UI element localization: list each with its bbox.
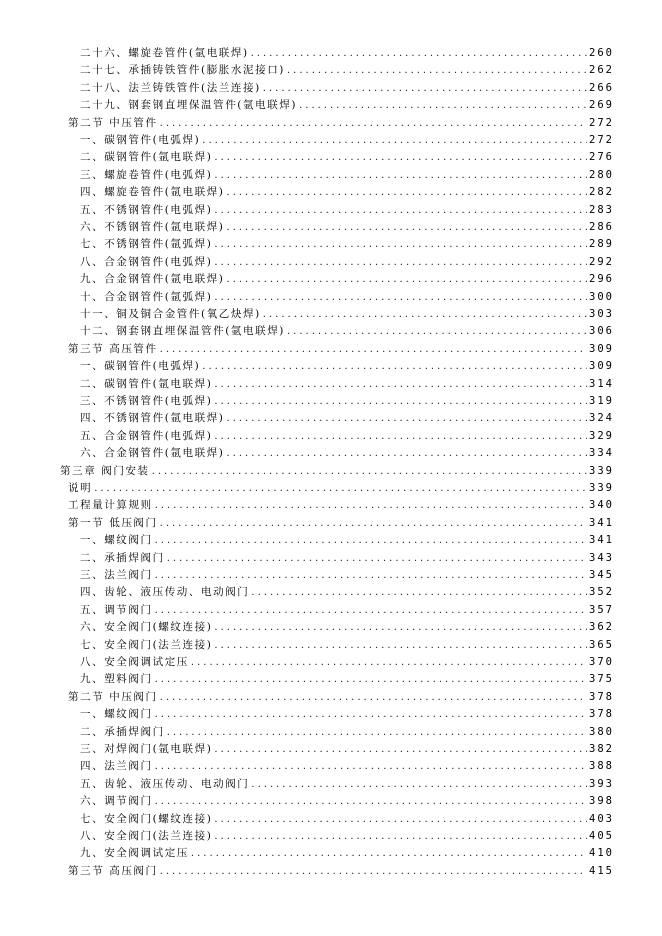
toc-entry-label: 二、碳钢管件(氩电联焊) — [80, 377, 213, 390]
toc-entry-label: 五、不锈钢管件(电弧焊) — [80, 203, 213, 216]
toc-entry-label: 五、齿轮、液压传动、电动阀门 — [80, 777, 250, 790]
toc-entry — [68, 690, 614, 704]
toc-entry — [80, 551, 614, 565]
toc-entry — [80, 290, 614, 304]
toc-entry-page-number: 329 — [589, 429, 614, 442]
dot-leader — [299, 99, 587, 113]
toc-entry-page-number: 282 — [589, 186, 614, 199]
toc-entry — [80, 81, 614, 95]
toc-entry-label: 六、安全阀门(螺纹连接) — [80, 621, 213, 634]
toc-entry — [80, 672, 614, 686]
toc-entry — [80, 394, 614, 408]
toc-entry-label: 四、齿轮、液压传动、电动阀门 — [80, 586, 250, 599]
dot-leader — [155, 604, 587, 618]
toc-entry — [80, 446, 614, 460]
dot-leader — [214, 378, 587, 392]
toc-entry — [80, 324, 614, 338]
dot-leader — [155, 760, 587, 774]
toc-entry — [68, 481, 614, 495]
dot-leader — [155, 499, 587, 513]
dot-leader — [263, 82, 587, 96]
dot-leader — [214, 169, 587, 183]
toc-entry-page-number: 266 — [589, 81, 614, 94]
toc-entry-page-number: 341 — [589, 534, 614, 547]
toc-entry-label: 第一节 低压阀门 — [68, 516, 158, 529]
toc-entry-page-number: 362 — [589, 621, 614, 634]
dot-leader — [227, 273, 588, 287]
toc-entry-label: 六、合金钢管件(氩电联焊) — [80, 447, 225, 460]
toc-entry-page-number: 343 — [589, 551, 614, 564]
toc-entry-label: 十二、钢套钢直埋保温管件(氩电联焊) — [80, 325, 285, 338]
toc-entry — [80, 742, 614, 756]
dot-leader — [287, 64, 587, 78]
toc-entry-label: 二十八、法兰铸铁管件(法兰连接) — [80, 81, 261, 94]
toc-entry — [80, 829, 614, 843]
dot-leader — [167, 726, 587, 740]
toc-entry-page-number: 403 — [589, 812, 614, 825]
toc-entry — [80, 255, 614, 269]
toc-entry-page-number: 283 — [589, 203, 614, 216]
toc-entry-label: 三、对焊阀门(氩电联焊) — [80, 743, 213, 755]
dot-leader — [160, 865, 587, 879]
toc-entry — [80, 359, 614, 373]
dot-leader — [251, 47, 587, 61]
toc-entry-page-number: 272 — [589, 116, 614, 129]
toc-entry-label: 二十七、承插铸铁管件(膨胀水泥接口) — [80, 64, 285, 77]
toc-entry — [80, 46, 614, 60]
toc-entry-page-number: 324 — [589, 412, 614, 425]
toc-entry — [80, 568, 614, 582]
toc-entry — [80, 638, 614, 652]
toc-entry-page-number: 365 — [589, 638, 614, 651]
dot-leader — [160, 117, 587, 131]
dot-leader — [160, 517, 587, 531]
dot-leader — [191, 847, 587, 861]
toc-entry — [80, 133, 614, 147]
toc-entry-label: 九、合金钢管件(氩电联焊) — [80, 273, 225, 286]
toc-entry — [80, 725, 614, 739]
dot-leader — [167, 552, 587, 566]
toc-entry-page-number: 352 — [589, 586, 614, 599]
toc-entry-page-number: 260 — [589, 47, 614, 59]
dot-leader — [214, 291, 587, 305]
toc-entry-page-number: 415 — [589, 864, 614, 877]
toc-entry-label: 第二节 中压阀门 — [68, 690, 158, 703]
dot-leader — [214, 238, 587, 252]
toc-entry-page-number: 340 — [589, 499, 614, 512]
dot-leader — [214, 151, 587, 165]
toc-entry — [80, 98, 614, 112]
toc-entry — [80, 150, 614, 164]
toc-entry-label: 第三节 高压阀门 — [68, 864, 158, 877]
toc-entry-label: 一、螺纹阀门 — [80, 534, 153, 547]
toc-entry — [80, 655, 614, 669]
toc-entry-label: 八、合金钢管件(电弧焊) — [80, 255, 213, 268]
toc-entry-page-number: 410 — [589, 847, 614, 860]
toc-entry-page-number: 272 — [589, 134, 614, 146]
toc-entry — [80, 812, 614, 826]
toc-entry-label: 七、安全阀门(螺纹连接) — [80, 812, 213, 825]
toc-entry-label: 一、碳钢管件(电弧焊) — [80, 360, 201, 373]
toc-entry-page-number: 314 — [589, 377, 614, 390]
toc-entry — [80, 533, 614, 547]
toc-entry — [68, 116, 614, 130]
toc-entry-label: 工程量计算规则 — [68, 499, 153, 512]
toc-entry-page-number: 276 — [589, 151, 614, 164]
toc-entry-label: 三、法兰阀门 — [80, 569, 153, 581]
toc-entry-page-number: 300 — [589, 290, 614, 303]
dot-leader — [227, 221, 588, 235]
toc-entry-label: 二十九、钢套钢直埋保温管件(氩电联焊) — [80, 99, 298, 112]
toc-entry-label: 一、碳钢管件(电弧焊) — [80, 134, 201, 146]
toc-entry-label: 六、调节阀门 — [80, 795, 153, 808]
toc-entry — [80, 168, 614, 182]
dot-leader — [214, 813, 587, 827]
toc-entry — [80, 759, 614, 773]
dot-leader — [202, 360, 587, 374]
toc-entry-label: 八、安全阀门(法兰连接) — [80, 830, 213, 842]
toc-entry — [80, 377, 614, 391]
toc-entry-label: 五、合金钢管件(电弧焊) — [80, 429, 213, 442]
dot-leader — [160, 343, 587, 357]
dot-leader — [160, 691, 587, 705]
toc-entry-page-number: 378 — [589, 708, 614, 721]
toc-entry-page-number: 393 — [589, 777, 614, 790]
toc-entry — [80, 220, 614, 234]
toc-entry-page-number: 319 — [589, 395, 614, 407]
toc-entry-page-number: 309 — [589, 360, 614, 373]
toc-entry-label: 二、承插焊阀门 — [80, 725, 165, 738]
toc-entry — [80, 429, 614, 443]
toc-entry — [68, 516, 614, 530]
toc-entry-label: 六、不锈钢管件(氩电联焊) — [80, 221, 225, 233]
toc-entry — [80, 585, 614, 599]
toc-entry — [80, 794, 614, 808]
dot-leader — [251, 778, 587, 792]
toc-entry-label: 三、不锈钢管件(电弧焊) — [80, 395, 213, 407]
dot-leader — [263, 308, 587, 322]
toc-entry-page-number: 334 — [589, 447, 614, 460]
toc-entry-label: 九、安全阀调试定压 — [80, 847, 189, 860]
toc-entry-label: 十一、铜及铜合金管件(氧乙炔焊) — [80, 308, 261, 320]
toc-entry — [80, 237, 614, 251]
toc-entry — [68, 342, 614, 356]
dot-leader — [251, 586, 587, 600]
toc-entry-label: 四、法兰阀门 — [80, 760, 153, 773]
dot-leader — [202, 134, 587, 148]
dot-leader — [287, 325, 587, 339]
toc-entry-page-number: 388 — [589, 760, 614, 773]
toc-entry-label: 四、不锈钢管件(氩电联焊) — [80, 412, 225, 425]
dot-leader — [214, 256, 587, 270]
dot-leader — [155, 795, 587, 809]
dot-leader — [214, 204, 587, 218]
toc-entry-label: 第三节 高压管件 — [68, 342, 158, 355]
toc-entry — [80, 307, 614, 321]
toc-entry — [80, 846, 614, 860]
toc-entry-page-number: 339 — [589, 482, 614, 494]
toc-entry-page-number: 339 — [589, 464, 614, 477]
dot-leader — [191, 656, 587, 670]
toc-entry-page-number: 405 — [589, 830, 614, 842]
dot-leader — [214, 639, 587, 653]
dot-leader — [214, 395, 587, 409]
toc-entry-label: 二十六、螺旋卷管件(氩电联焊) — [80, 47, 249, 59]
toc-entry-page-number: 382 — [589, 743, 614, 755]
toc-entry-label: 九、塑料阀门 — [80, 673, 153, 686]
toc-entry-page-number: 286 — [589, 221, 614, 233]
toc-entry — [80, 63, 614, 77]
toc-entry — [80, 185, 614, 199]
dot-leader — [227, 447, 588, 461]
toc-entry-page-number: 296 — [589, 273, 614, 286]
dot-leader — [94, 482, 587, 496]
toc-entry-label: 二、碳钢管件(氩电联焊) — [80, 151, 213, 164]
toc-entry — [80, 707, 614, 721]
toc-entry-label: 三、螺旋卷管件(电弧焊) — [80, 168, 213, 181]
dot-leader — [214, 743, 587, 757]
toc-entry-page-number: 262 — [589, 64, 614, 77]
toc-entry-page-number: 289 — [589, 238, 614, 251]
toc-entry — [68, 498, 614, 512]
toc-entry-page-number: 280 — [589, 168, 614, 181]
toc-entry — [80, 603, 614, 617]
toc-entry — [80, 411, 614, 425]
toc-entry-page-number: 269 — [589, 99, 614, 112]
dot-leader — [152, 465, 587, 479]
dot-leader — [214, 430, 587, 444]
toc-entry — [80, 620, 614, 634]
dot-leader — [227, 412, 588, 426]
toc-entry — [60, 464, 614, 478]
toc-entry-page-number: 370 — [589, 656, 614, 668]
toc-entry-page-number: 375 — [589, 673, 614, 686]
toc-entry-page-number: 357 — [589, 603, 614, 616]
toc-entry — [80, 272, 614, 286]
toc-entry-page-number: 378 — [589, 690, 614, 703]
toc-entry-label: 四、螺旋卷管件(氩电联焊) — [80, 186, 225, 199]
toc-entry-label: 说明 — [68, 482, 93, 494]
toc-entry-label: 第二节 中压管件 — [68, 116, 158, 129]
toc-entry-page-number: 341 — [589, 516, 614, 529]
toc-entry-page-number: 303 — [589, 308, 614, 320]
toc-entry — [80, 203, 614, 217]
toc-entry-page-number: 380 — [589, 725, 614, 738]
toc-entry — [68, 864, 614, 878]
toc-entry-label: 五、调节阀门 — [80, 603, 153, 616]
toc-entry-page-number: 306 — [589, 325, 614, 338]
toc-entry-label: 一、螺纹阀门 — [80, 708, 153, 721]
dot-leader — [155, 534, 587, 548]
toc-entry-label: 十、合金钢管件(氩弧焊) — [80, 290, 213, 303]
toc-entry-page-number: 398 — [589, 795, 614, 808]
toc-entry-label: 八、安全阀调试定压 — [80, 656, 189, 668]
dot-leader — [214, 621, 587, 635]
toc-entry-page-number: 309 — [589, 342, 614, 355]
toc-entry-label: 七、不锈钢管件(氩弧焊) — [80, 238, 213, 251]
dot-leader — [155, 673, 587, 687]
toc-entry — [80, 777, 614, 791]
dot-leader — [214, 830, 587, 844]
dot-leader — [155, 569, 587, 583]
toc-entry-page-number: 292 — [589, 255, 614, 268]
toc-entry-label: 第三章 阀门安装 — [60, 464, 150, 477]
toc-entry-page-number: 345 — [589, 569, 614, 581]
dot-leader — [227, 186, 588, 200]
dot-leader — [155, 708, 587, 722]
toc-entry-label: 二、承插焊阀门 — [80, 551, 165, 564]
toc-entry-label: 七、安全阀门(法兰连接) — [80, 638, 213, 651]
